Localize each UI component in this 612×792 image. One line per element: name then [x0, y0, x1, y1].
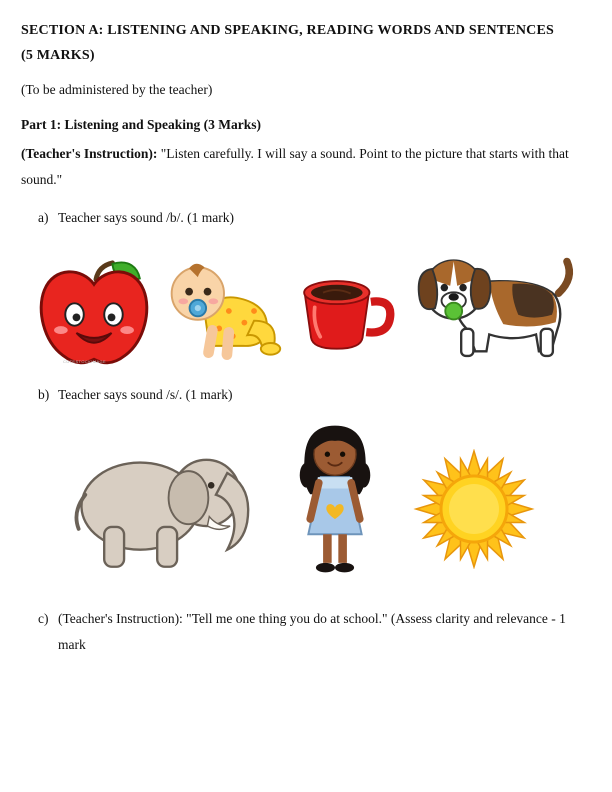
section-title-line2: (5 MARKS) [21, 48, 95, 63]
question-item-b [21, 382, 591, 408]
apple-image [35, 258, 153, 370]
elephant-image [65, 438, 257, 580]
girl-image [287, 418, 383, 580]
section-title [21, 18, 591, 68]
picture-row-a [35, 239, 591, 370]
item-b-text: Teacher says sound /s/. (1 mark) [58, 387, 233, 402]
teacher-instruction-text: "Listen carefully. I will say a sound. Point to the picture that starts with that sound." [21, 146, 569, 187]
part1-title: Part 1: Listening and Speaking (3 Marks) [21, 117, 262, 132]
item-c-text: (Teacher's Instruction): "Tell me one thing you do at school." (Assess clarity and relevance - 1 mark [58, 611, 566, 652]
section-title-line1: SECTION A: LISTENING AND SPEAKING, READING WORDS AND SENTENCES [21, 23, 554, 38]
dog-image [405, 239, 581, 370]
item-c-label: c) [38, 611, 49, 626]
stock-watermark: CUTESTOCKIMAGE [63, 359, 107, 364]
sun-image [413, 449, 535, 569]
question-item-a [21, 205, 591, 231]
item-a-text: Teacher says sound /b/. (1 mark) [58, 210, 235, 225]
admin-note: (To be administered by the teacher) [21, 82, 213, 97]
picture-row-b [65, 418, 591, 580]
teacher-instruction [21, 141, 581, 193]
teacher-instruction-label: (Teacher's Instruction): [21, 146, 158, 161]
baby-image [161, 252, 287, 370]
item-b-label: b) [38, 387, 50, 402]
cup-image [295, 265, 397, 357]
question-item-c [21, 606, 591, 658]
item-a-label: a) [38, 210, 49, 225]
